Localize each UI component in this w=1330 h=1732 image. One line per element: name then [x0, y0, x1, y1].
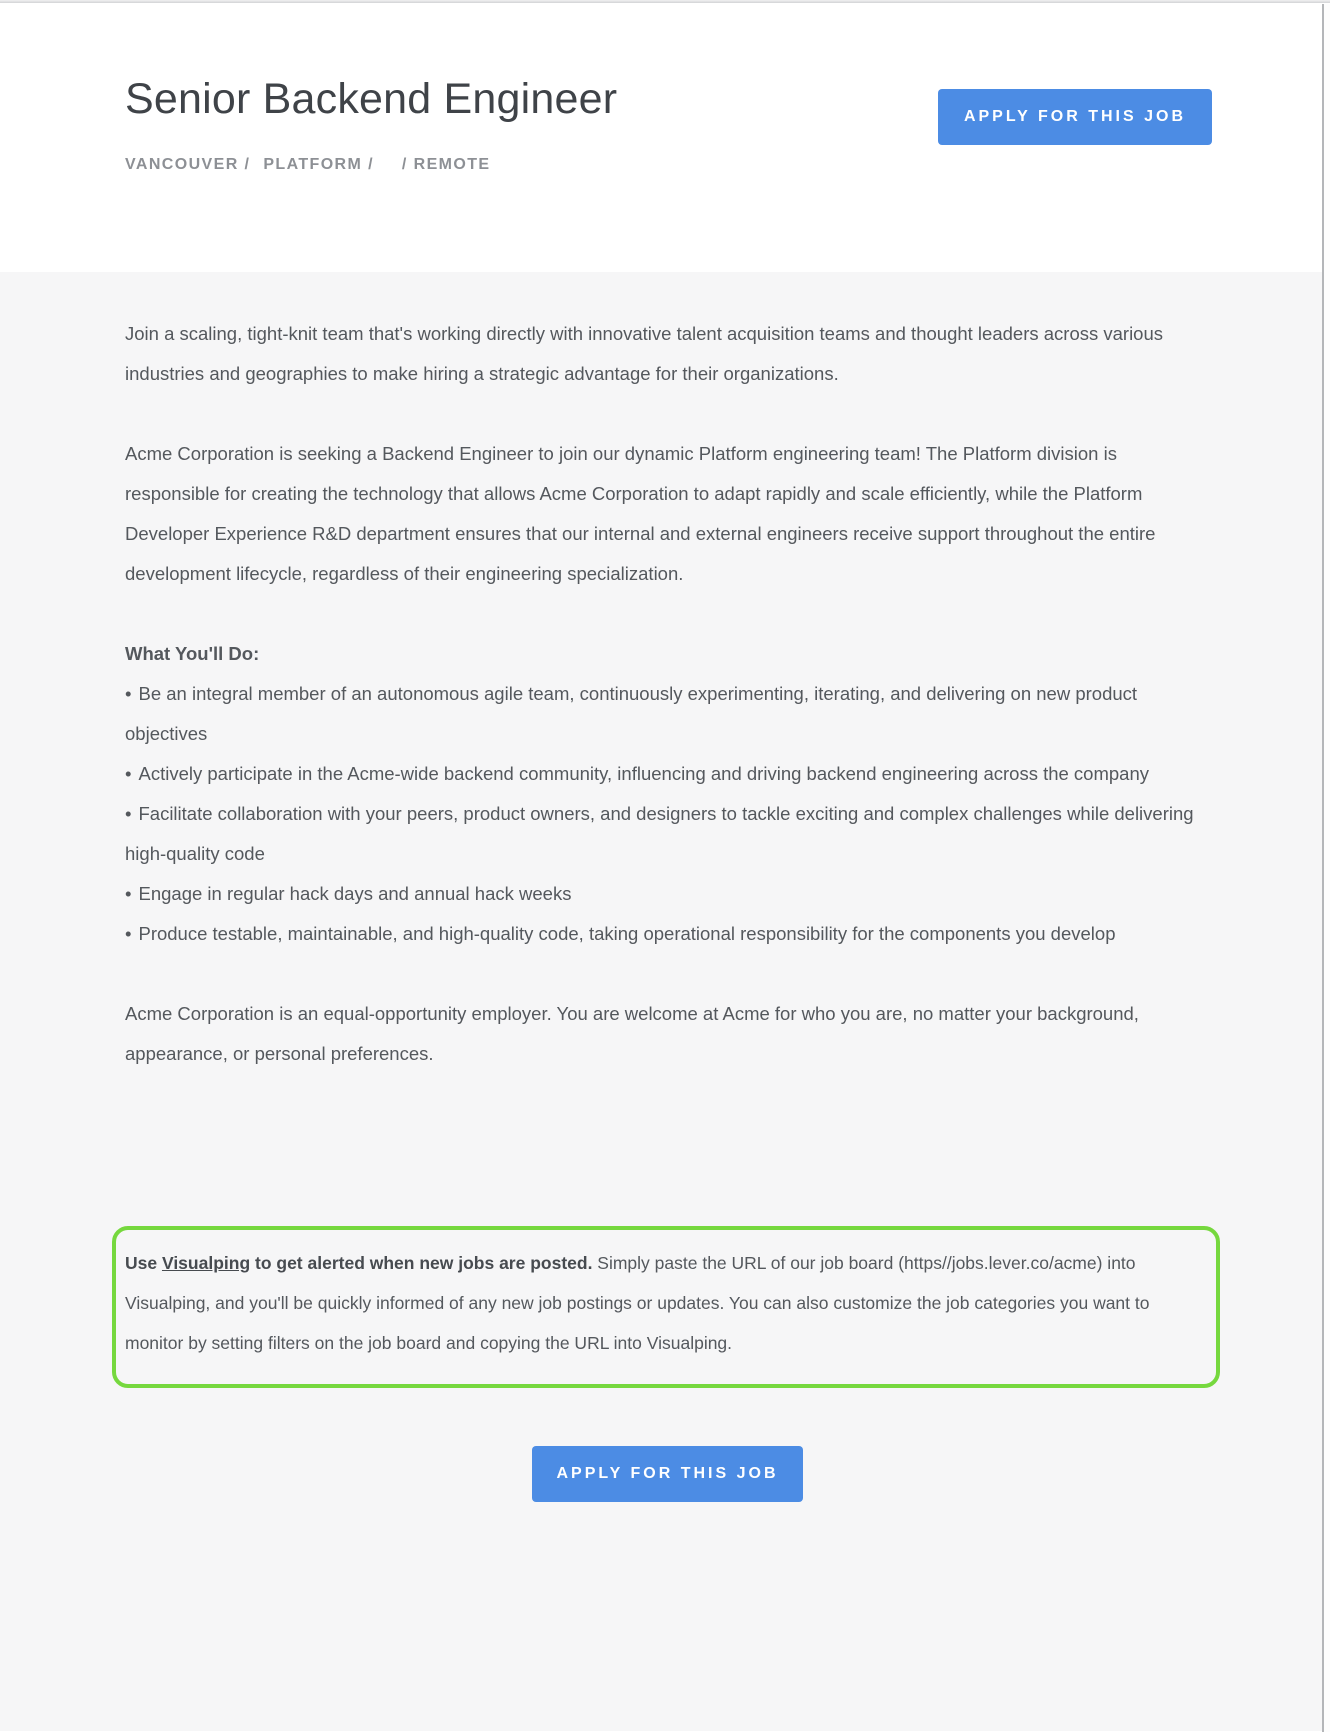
callout-body: Simply paste the URL of our job board (https//jobs.lever.co/acme) into Visualping, and you'll be quickly informed of any new job postings or updates. You can also customize the job categories you want to monitor by setting filters on the job board and copying the URL into Visualping.: [125, 1253, 1150, 1353]
list-item: [125, 874, 1210, 914]
intro-paragraph: Join a scaling, tight-knit team that's working directly with innovative talent acquisition teams and thought leaders across various industries and geographies to make hiring a strategic advantage for their organizations.: [125, 323, 1164, 384]
job-description-section: [0, 272, 1330, 1731]
visualping-link[interactable]: Visualping: [161, 1253, 251, 1273]
job-header: [0, 3, 1330, 272]
apply-button-bottom[interactable]: APPLY FOR THIS JOB: [532, 1446, 802, 1502]
bullet-icon: •: [125, 683, 132, 704]
breadcrumb: [125, 156, 1212, 174]
list-item-text: Be an integral member of an autonomous agile team, continuously experimenting, iterating, and delivering on new product objectives: [125, 683, 1138, 744]
list-item-text: Facilitate collaboration with your peers, product owners, and designers to tackle exciting and complex challenges while delivering high-quality code: [125, 803, 1194, 864]
footer-apply-row: [125, 1446, 1210, 1502]
eeo-paragraph: Acme Corporation is an equal-opportunity employer. You are welcome at Acme for who you are, no matter your background, appearance, or personal preferences.: [125, 1003, 1139, 1064]
list-item: [125, 674, 1210, 754]
list-item: [125, 754, 1210, 794]
bullet-icon: •: [125, 763, 132, 784]
list-item-text: Engage in regular hack days and annual hack weeks: [138, 883, 572, 904]
apply-button-top[interactable]: APPLY FOR THIS JOB: [938, 89, 1212, 145]
page-title: Senior Backend Engineer: [125, 75, 618, 123]
scrollbar-track-border: [1322, 4, 1324, 1732]
breadcrumb-location: VANCOUVER /: [125, 156, 251, 173]
list-item: [125, 914, 1210, 954]
list-item: [125, 794, 1210, 874]
callout-lead: [125, 1253, 597, 1273]
visualping-callout: [112, 1226, 1220, 1388]
list-item-text: Actively participate in the Acme-wide backend community, influencing and driving backend engineering across the company: [138, 763, 1150, 784]
breadcrumb-department: PLATFORM /: [263, 156, 374, 173]
bullet-icon: •: [125, 803, 132, 824]
bullet-icon: •: [125, 883, 132, 904]
bullet-icon: •: [125, 923, 132, 944]
list-item-text: Produce testable, maintainable, and high-quality code, taking operational responsibility for the components you develop: [138, 923, 1116, 944]
callout-lead-rest: to get alerted when new jobs are posted.: [250, 1253, 598, 1273]
section-heading: What You'll Do:: [125, 643, 260, 664]
about-paragraph: Acme Corporation is seeking a Backend Engineer to join our dynamic Platform engineering team! The Platform division is responsible for creating the technology that allows Acme Corporation to adapt rapidly and scale efficiently, while the Platform Developer Experience R&D department ensures that our internal and external engineers receive support throughout the entire development lifecycle, regardless of their engineering specialization.: [125, 443, 1156, 584]
callout-lead-start: Use: [125, 1253, 162, 1273]
what-youll-do-block: [125, 634, 1210, 954]
scrollbar-track[interactable]: [1322, 4, 1330, 1732]
breadcrumb-commitment: / REMOTE: [401, 156, 491, 173]
